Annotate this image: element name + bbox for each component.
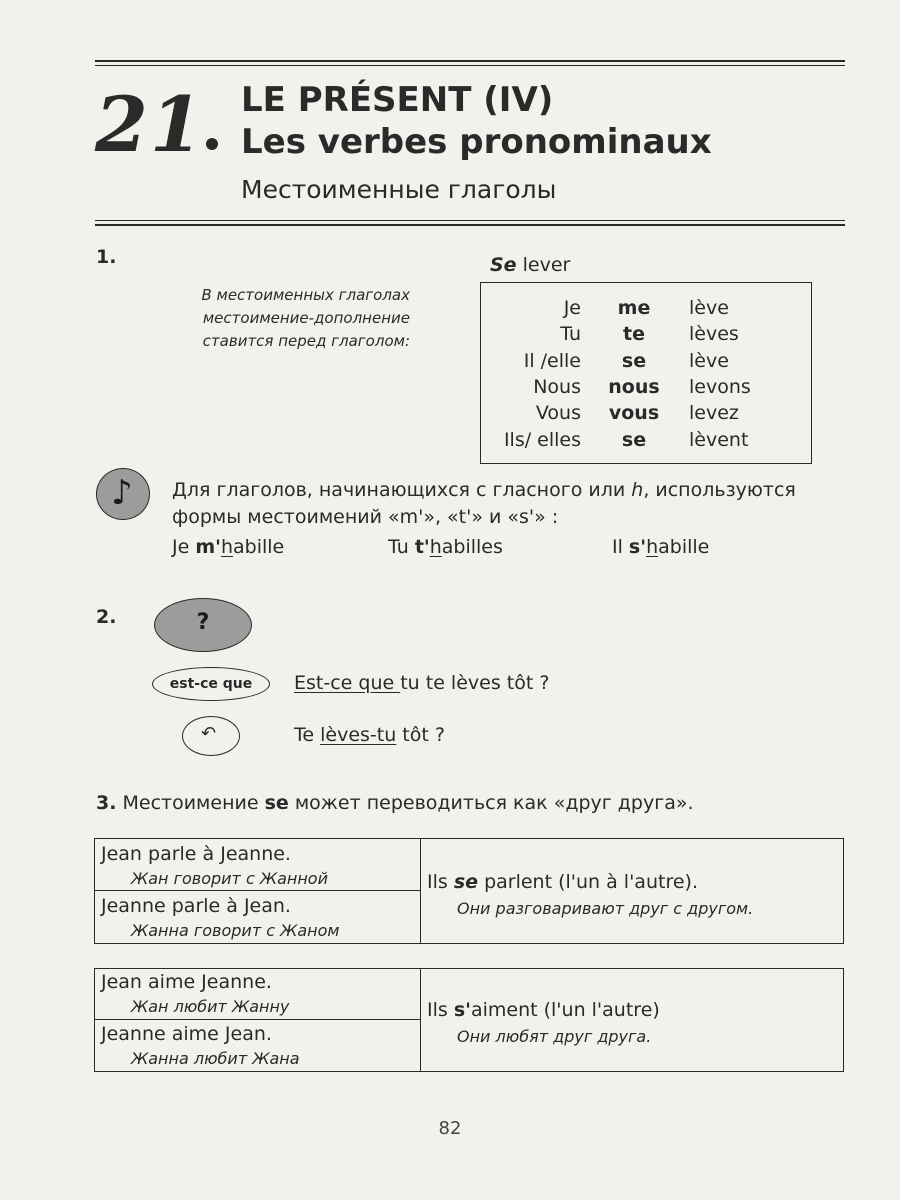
chapter-number: 21: [95, 80, 205, 169]
rule-line: местоимение-дополнение: [202, 309, 410, 327]
estce-que-label: est-ce que: [152, 667, 270, 701]
section1-rule-text: [120, 284, 410, 353]
table-cell-fr: Jeanne aime Jean.: [101, 1023, 272, 1045]
reciprocal-table-aimer: [94, 968, 844, 1072]
example-pronoun: s': [628, 536, 647, 558]
table-divider: [420, 969, 421, 1071]
table-cell-ru: Жан любит Жанну: [131, 997, 290, 1016]
table-cell-fr: Jeanne parle à Jean.: [101, 895, 291, 917]
conj-verb: lèves: [689, 323, 739, 345]
result-text: parlent (l'un à l'autre).: [478, 871, 698, 893]
result-pronoun: s': [453, 999, 471, 1021]
section3-bold: se: [264, 792, 289, 814]
conjugation-row: [481, 297, 811, 323]
table-result-ru: Они разговаривают друг с другом.: [457, 899, 754, 918]
top-rule: [95, 60, 845, 62]
question-mark: ?: [196, 610, 210, 635]
table-divider: [420, 839, 421, 943]
question-rest: tu te lèves tôt ?: [400, 672, 550, 694]
example-pronoun: m': [195, 536, 221, 558]
conj-pronoun: te: [623, 323, 645, 345]
conjugation-row: [481, 350, 811, 376]
rule-line: ставится перед глаголом:: [202, 332, 410, 350]
conjugation-row: [481, 323, 811, 349]
example-subject: Je: [172, 536, 196, 558]
header-rule: [95, 224, 845, 226]
rule-line: В местоименных глаголах: [201, 286, 410, 304]
verb-pronoun: Se: [490, 254, 517, 276]
conj-subject: Tu: [560, 323, 581, 345]
conj-subject: Nous: [533, 376, 581, 398]
example-verb: abille: [658, 536, 710, 558]
header-rule-thin: [95, 220, 845, 221]
conj-verb: lève: [689, 297, 729, 319]
conj-pronoun: se: [621, 429, 647, 451]
example-subject: Il: [612, 536, 629, 558]
verb-infinitive: lever: [516, 254, 571, 276]
conj-pronoun: me: [617, 297, 651, 319]
result-text: Ils: [427, 871, 454, 893]
conjugation-table: [480, 282, 812, 464]
section2-number: 2.: [96, 606, 117, 628]
page-number: 82: [438, 1118, 462, 1139]
example-h: h: [220, 536, 234, 558]
note-line1: [172, 479, 796, 501]
conj-subject: Je: [563, 297, 581, 319]
estce-underlined: Est-ce que: [294, 672, 401, 694]
example-pronoun: t': [414, 536, 430, 558]
conj-pronoun: vous: [608, 402, 660, 424]
section3-text: Местоимение: [116, 792, 265, 814]
conjugation-title: [490, 254, 570, 276]
conjugation-row: [481, 376, 811, 402]
section3-number: 3.: [96, 792, 117, 814]
example-subject: Tu: [388, 536, 415, 558]
result-text: Ils: [427, 999, 454, 1021]
table-divider: [95, 890, 420, 891]
table-result-ru: Они любят друг друга.: [457, 1027, 652, 1046]
chapter-dot: [206, 138, 218, 150]
conj-pronoun: nous: [608, 376, 660, 398]
conj-verb: levez: [689, 402, 739, 424]
conj-subject: Vous: [535, 402, 581, 424]
example-tu: [388, 536, 503, 558]
section1-number: 1.: [96, 246, 117, 268]
music-note-icon: ♪: [96, 468, 150, 520]
conj-verb: lève: [689, 350, 729, 372]
conj-verb: lèvent: [689, 429, 749, 451]
chapter-title-line1: LE PRÉSENT (IV): [241, 80, 554, 120]
arrow-return-icon: ↶: [182, 716, 240, 756]
reciprocal-table-parler: [94, 838, 844, 944]
example-verb: abille: [233, 536, 285, 558]
conj-subject: Ils/ elles: [503, 429, 581, 451]
table-cell-ru: Жанна говорит с Жаном: [131, 921, 340, 940]
example-verb: abilles: [441, 536, 503, 558]
inversion-start: Te: [294, 724, 321, 746]
question-icon: [154, 598, 252, 652]
table-cell-fr: Jean parle à Jeanne.: [101, 843, 291, 865]
example-il: [612, 536, 709, 558]
table-cell-ru: Жанна любит Жана: [131, 1049, 300, 1068]
conjugation-row: [481, 429, 811, 455]
chapter-subtitle: Местоименные глаголы: [241, 175, 557, 204]
example-je: [172, 536, 284, 558]
example-h: h: [646, 536, 659, 558]
section3-text: может переводиться как «друг друга».: [288, 792, 694, 814]
question-estce: [294, 672, 549, 694]
example-h: h: [429, 536, 442, 558]
table-cell-fr: Jean aime Jeanne.: [101, 971, 272, 993]
note-text: , используются: [643, 479, 796, 501]
chapter-title-line2: Les verbes pronominaux: [241, 122, 712, 162]
conj-pronoun: se: [621, 350, 647, 372]
result-text: aiment (l'un l'autre): [470, 999, 660, 1021]
question-inversion: [294, 724, 445, 746]
inversion-underlined: lèves-tu: [320, 724, 397, 746]
conj-subject: Il /elle: [523, 350, 581, 372]
conjugation-row: [481, 402, 811, 428]
section3-heading: [96, 792, 694, 814]
note-text: Для глаголов, начинающихся с гласного или: [172, 479, 632, 501]
conj-verb: levons: [689, 376, 751, 398]
note-h: h: [631, 479, 644, 501]
inversion-rest: tôt ?: [396, 724, 445, 746]
table-divider: [95, 1019, 420, 1020]
table-result-fr: [427, 871, 698, 893]
note-line2: формы местоимений «m'», «t'» и «s'» :: [172, 506, 559, 528]
table-result-fr: [427, 999, 660, 1021]
result-pronoun: se: [453, 871, 479, 893]
top-rule-thin: [95, 65, 845, 66]
table-cell-ru: Жан говорит с Жанной: [131, 869, 328, 888]
